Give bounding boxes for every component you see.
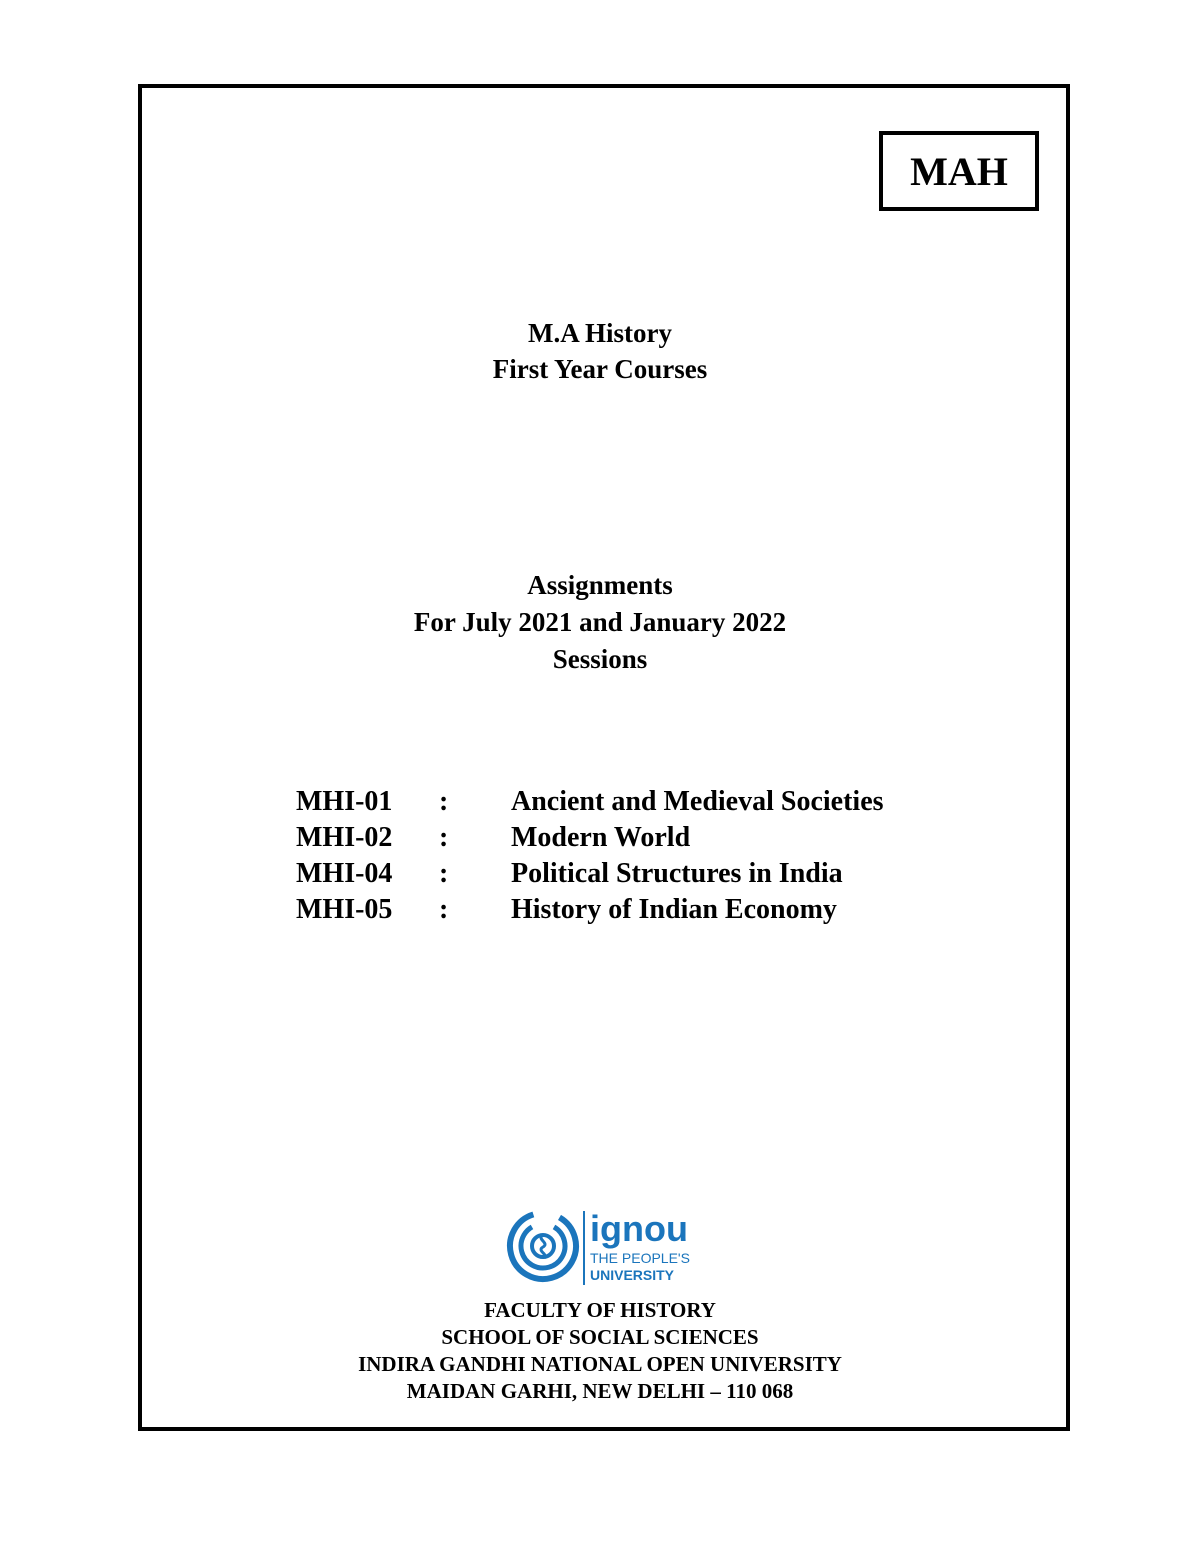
ignou-logo (506, 1207, 696, 1289)
footer-school: SCHOOL OF SOCIAL SCIENCES (441, 1325, 759, 1349)
course-title: Political Structures in India (511, 858, 843, 889)
course-row (296, 892, 884, 928)
course-code: MHI-01 (296, 786, 393, 817)
footer-address: MAIDAN GARHI, NEW DELHI – 110 068 (406, 1379, 794, 1403)
course-code: MHI-05 (296, 894, 393, 925)
programme-title-line2: First Year Courses (492, 354, 708, 384)
ignou-wordmark: ignou (590, 1208, 688, 1249)
assignment-heading (0, 567, 1200, 678)
course-separator: : (439, 786, 449, 817)
course-row (296, 856, 884, 892)
assignment-heading-line1: Assignments (527, 570, 673, 600)
course-code: MHI-04 (296, 858, 393, 889)
programme-code-box (879, 131, 1039, 211)
footer-university: INDIRA GANDHI NATIONAL OPEN UNIVERSITY (358, 1352, 842, 1376)
university-footer (0, 1297, 1200, 1405)
logo-tagline-line1: THE PEOPLE'S (590, 1250, 690, 1266)
assignment-heading-line2: For July 2021 and January 2022 (413, 607, 787, 637)
ignou-emblem-icon (506, 1207, 588, 1289)
course-separator: : (439, 858, 449, 889)
course-separator: : (439, 822, 449, 853)
course-title: Modern World (511, 822, 691, 853)
course-code: MHI-02 (296, 822, 393, 853)
programme-title-line1: M.A History (528, 318, 672, 348)
assignment-heading-line3: Sessions (552, 644, 648, 674)
course-title: Ancient and Medieval Societies (511, 786, 884, 817)
programme-code: MAH (910, 148, 1008, 194)
footer-faculty: FACULTY OF HISTORY (484, 1298, 716, 1322)
course-list (296, 784, 884, 928)
course-row (296, 784, 884, 820)
course-row (296, 820, 884, 856)
course-title: History of Indian Economy (511, 894, 837, 925)
logo-tagline-line2: UNIVERSITY (590, 1267, 675, 1283)
course-separator: : (439, 894, 449, 925)
programme-title (0, 315, 1200, 387)
